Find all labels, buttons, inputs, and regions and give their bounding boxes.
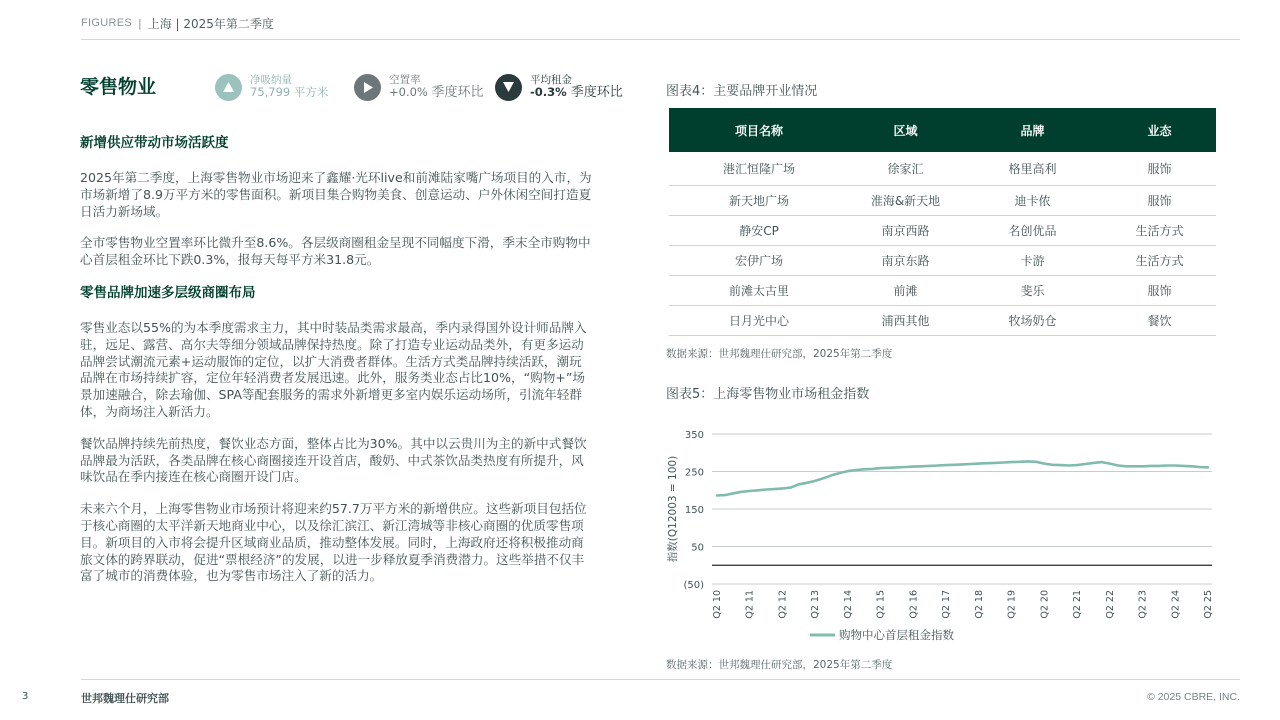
legend-label: 购物中心首层租金指数	[839, 628, 954, 642]
subheading-new-supply: 新增供应带动市场活跃度	[80, 135, 229, 151]
x-tick-label: Q2 21	[1072, 590, 1084, 619]
table-cell: 前滩	[849, 275, 962, 305]
x-tick-label: Q2 16	[908, 590, 920, 619]
x-tick-label: Q2 13	[810, 590, 822, 619]
paragraph: 未来六个月，上海零售物业市场预计将迎来约57.7万平方米的新增供应。这些新项目包括位于核心商圈的太平洋新天地商业中心，以及徐汇滨江、新江湾城等非核心商圈的优质零售项目。新项目的入市将会提升区域商业品质，推动整体发展。同时，上海政府还将积极推动商旅文体的跨界联动，促进“票根经济”的发展，以进一步释放夏季消费潜力。这些举措不仅丰富了城市的消费体验，也为零售市场注入了新的活力。	[80, 501, 587, 584]
table-cell: 日月光中心	[669, 305, 849, 335]
x-tick-label: Q2 10	[712, 590, 723, 619]
x-tick-label: Q2 24	[1170, 590, 1182, 619]
figure5-title: 图表5：上海零售物业市场租金指数	[666, 387, 870, 402]
kpi-net-absorption	[215, 72, 328, 102]
x-tick-label: Q2 17	[941, 590, 953, 619]
table-cell: 徐家汇	[849, 152, 962, 185]
x-tick-label: Q2 20	[1039, 590, 1051, 619]
header-divider	[81, 39, 1240, 40]
kpi-label: 空置率	[389, 73, 421, 86]
figure5-source: 数据来源：世邦魏理仕研究部，2025年第二季度	[666, 659, 893, 671]
page-number: 3	[22, 691, 29, 702]
table-row	[669, 152, 1216, 185]
table-header-cell: 项目名称	[734, 123, 783, 138]
y-axis-title: 指数(Q12003 = 100)	[667, 455, 679, 563]
header-separator: |	[138, 16, 142, 30]
kpi-vacancy-rate	[354, 72, 484, 102]
table-row	[669, 275, 1216, 305]
y-tick-label: 50	[691, 542, 704, 554]
table-cell: 港汇恒隆广场	[669, 152, 849, 185]
x-tick-label: Q2 11	[744, 590, 756, 619]
header-location: 上海 | 2025年第二季度	[147, 16, 274, 31]
paragraph: 2025年第二季度，上海零售物业市场迎来了鑫耀·光环live和前滩陆家嘴广场项目的入市，为市场新增了8.9万平方米的零售面积。新项目集合购物美食、创意运动、户外休闲空间打造夏日活力新场域。	[80, 170, 592, 219]
kpi-unit: 平方米	[293, 85, 329, 100]
commentary-column	[80, 134, 592, 585]
table-cell: 新天地广场	[669, 185, 849, 215]
triangle-up-icon	[215, 74, 242, 101]
figure4-title: 图表4：主要品牌开业情况	[666, 84, 818, 99]
table-cell: 静安CP	[669, 215, 849, 245]
paragraph: 餐饮品牌持续先前热度，餐饮业态方面，整体占比为30%。其中以云贵川为主的新中式餐饮品牌最为活跃，各类品牌在核心商圈接连开设首店，酸奶、中式茶饮品类热度有所提升，风味饮品在季内接连在核心商圈开设门店。	[80, 435, 587, 485]
table-cell: 南京西路	[849, 215, 962, 245]
y-tick-label: 250	[684, 467, 704, 479]
x-tick-label: Q2 12	[777, 590, 789, 619]
kpi-value: -0.3%	[530, 84, 567, 99]
table-row	[669, 245, 1216, 275]
triangle-right-icon	[354, 74, 381, 101]
x-tick-label: Q2 19	[1006, 590, 1018, 619]
kpi-label: 净吸纳量	[250, 74, 292, 87]
table-cell: 格里高利	[962, 152, 1103, 185]
x-tick-label: Q2 14	[842, 590, 854, 619]
x-tick-label: Q2 25	[1203, 590, 1214, 619]
x-tick-label: Q2 23	[1137, 590, 1149, 619]
kpi-label: 平均租金	[530, 73, 572, 86]
kpi-unit: 季度环比	[570, 84, 623, 100]
table-cell: 宏伊广场	[669, 245, 849, 275]
kpi-unit: 季度环比	[431, 84, 484, 100]
table-row	[669, 185, 1216, 215]
footer-company: 世邦魏理仕研究部	[81, 692, 169, 705]
kpi-value: 75,799	[250, 85, 291, 100]
x-tick-label: Q2 22	[1104, 590, 1116, 619]
table-row	[669, 215, 1216, 245]
table-header-row	[669, 108, 1216, 152]
paragraph: 全市零售物业空置率环比微升至8.6%。各层级商圈租金呈现不同幅度下滑，季末全市购物中心首层租金环比下跌0.3%，报每天每平方米31.8元。	[80, 235, 591, 268]
page-header	[81, 14, 274, 32]
paragraph: 零售业态以55%的为本季度需求主力，其中时装品类需求最高，季内录得国外设计师品牌入驻，远足、露营、高尔夫等细分领域品牌保持热度。除了打造专业运动品类外，有更多运动品牌尝试潮流元素+运动服饰的定位，以扩大消费者群体。生活方式类品牌持续活跃，潮玩品牌在市场持续扩容，定位年轻消费者发展迅速。此外，服务类业态占比10%，“购物+”场景加速融合，除去瑜伽、SPA等配套服务的需求外新增更多室内娱乐运动场所，引流年轻群体，为商场注入新活力。	[80, 319, 587, 419]
kpi-average-rent	[495, 72, 623, 102]
y-tick-label: (50)	[683, 580, 704, 591]
table-header-cell: 业态	[1147, 123, 1172, 138]
table-cell: 名创优品	[962, 215, 1103, 245]
footer-divider	[81, 679, 1240, 680]
table-cell: 牧场奶仓	[962, 305, 1103, 335]
table-cell: 卡游	[962, 245, 1103, 275]
x-tick-label: Q2 18	[973, 590, 985, 619]
table-row	[669, 305, 1216, 335]
table-cell: 浦西其他	[849, 305, 962, 335]
table-cell: 餐饮	[1103, 305, 1216, 335]
table-cell: 淮海&新天地	[849, 185, 962, 215]
table-cell: 服饰	[1103, 152, 1216, 185]
y-tick-label: 150	[684, 505, 704, 516]
triangle-down-icon	[495, 74, 522, 101]
table-header-cell: 区域	[893, 123, 918, 138]
brand-opening-table	[669, 108, 1216, 336]
y-tick-label: 350	[684, 430, 704, 441]
table-cell: 南京东路	[849, 245, 962, 275]
footer-copyright: © 2025 CBRE, INC.	[1147, 691, 1240, 703]
series-line-mall-ground-floor-rent	[717, 461, 1208, 495]
x-tick-label: Q2 15	[875, 590, 887, 619]
table-cell: 服饰	[1103, 275, 1216, 305]
table-cell: 斐乐	[962, 275, 1103, 305]
figure4-source: 数据来源：世邦魏理仕研究部，2025年第二季度	[666, 348, 893, 360]
subheading-brand-layout: 零售品牌加速多层级商圈布局	[80, 284, 256, 301]
header-figures-label: FIGURES	[81, 17, 132, 29]
table-cell: 迪卡侬	[962, 185, 1103, 215]
table-cell: 生活方式	[1103, 215, 1216, 245]
table-cell: 前滩太古里	[669, 275, 849, 305]
rent-index-line-chart	[660, 420, 1220, 650]
table-cell: 服饰	[1103, 185, 1216, 215]
table-header-cell: 品牌	[1020, 123, 1045, 138]
kpi-value: +0.0%	[389, 84, 428, 99]
section-title: 零售物业	[80, 76, 157, 98]
table-cell: 生活方式	[1103, 245, 1216, 275]
